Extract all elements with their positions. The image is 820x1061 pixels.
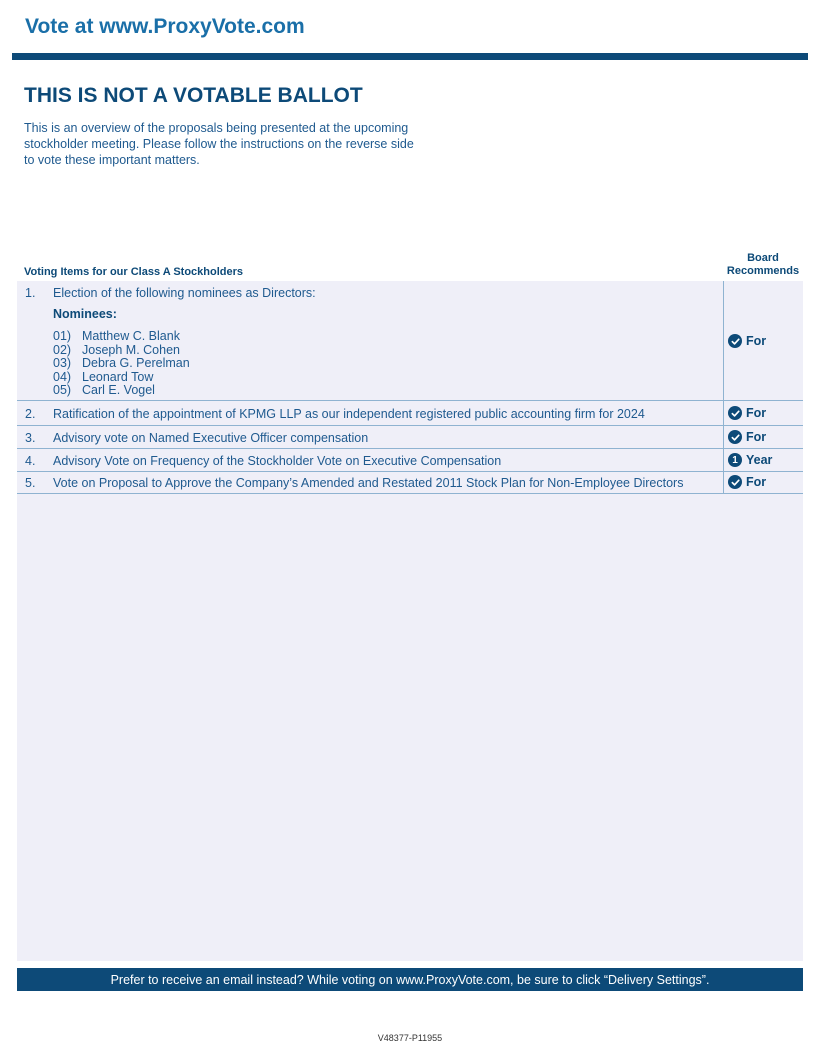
recommendation-label: For [746, 334, 767, 348]
nominee-item [53, 371, 190, 385]
voting-items-header: Voting Items for our Class A Stockholders [24, 266, 244, 278]
board-recommendation [728, 430, 766, 444]
check-circle-icon [728, 430, 742, 444]
intro-paragraph: This is an overview of the proposals being presented at the upcoming stockholder meeting. Please follow the instructions on the reverse side to vote these important matters. [24, 121, 414, 167]
board-recommendation [728, 334, 766, 348]
item-text: Advisory vote on Named Executive Officer compensation [53, 431, 369, 445]
voting-item-1 [17, 281, 803, 401]
check-circle-icon [728, 475, 742, 489]
board-recommendation-cell [723, 426, 804, 448]
number-one-circle-icon: 1 [728, 453, 742, 467]
board-recommends-line1: Board [747, 252, 779, 264]
board-recommends-line2: Recommends [726, 265, 800, 277]
nominee-name: Carl E. Vogel [82, 383, 155, 398]
item-text: Vote on Proposal to Approve the Company’s Amended and Restated 2011 Stock Plan for Non-Employee Directors [53, 476, 684, 490]
board-recommendation [728, 453, 772, 467]
check-circle-icon [728, 406, 742, 420]
recommendation-label: Year [746, 453, 773, 467]
nominee-item [53, 330, 190, 344]
nominee-number: 01) [53, 329, 72, 343]
board-recommendation [728, 406, 766, 420]
voting-item-5 [17, 472, 803, 494]
nominee-name: Debra G. Perelman [82, 356, 190, 371]
check-circle-icon [728, 334, 742, 348]
item-number: 5. [25, 476, 36, 490]
item-text: Ratification of the appointment of KPMG LLP as our independent registered public accounting firm for 2024 [53, 407, 645, 421]
voting-item-3 [17, 426, 803, 449]
nominee-number: 02) [53, 342, 72, 357]
header-divider [12, 53, 808, 60]
item-text: Advisory Vote on Frequency of the Stockholder Vote on Executive Compensation [53, 454, 502, 468]
nominee-item [53, 357, 190, 371]
board-recommendation-cell [723, 472, 804, 493]
item-number: 2. [25, 407, 36, 421]
nominee-item [53, 344, 190, 358]
voting-item-4 [17, 449, 803, 472]
document-code: V48377-P11955 [377, 1033, 443, 1043]
recommendation-label: For [746, 406, 767, 420]
nominee-number: 04) [53, 369, 72, 384]
delivery-settings-banner: Prefer to receive an email instead? While voting on www.ProxyVote.com, be sure to click “Delivery Settings”. [17, 968, 803, 991]
nominees-label: Nominees: [53, 307, 117, 321]
item-number: 4. [25, 454, 36, 468]
recommendation-label: For [746, 430, 767, 444]
nominee-name: Leonard Tow [82, 369, 154, 384]
nominee-name: Matthew C. Blank [82, 329, 180, 343]
item-number: 3. [25, 431, 36, 445]
item-number: 1. [25, 286, 36, 300]
board-recommendation [728, 475, 766, 489]
page-title: THIS IS NOT A VOTABLE BALLOT [24, 84, 363, 107]
board-recommends-header [722, 252, 804, 278]
board-recommendation-cell [723, 281, 804, 400]
nominee-list [53, 330, 190, 398]
nominee-name: Joseph M. Cohen [82, 342, 180, 357]
nominee-item [53, 384, 190, 398]
board-recommendation-cell [723, 449, 804, 471]
board-recommendation-cell [723, 401, 804, 425]
recommendation-label: For [746, 475, 767, 489]
nominee-number: 05) [53, 383, 72, 398]
item-text: Election of the following nominees as Directors: [53, 286, 316, 300]
site-url-title: Vote at www.ProxyVote.com [25, 15, 305, 38]
nominee-number: 03) [53, 356, 72, 371]
voting-item-2 [17, 401, 803, 426]
